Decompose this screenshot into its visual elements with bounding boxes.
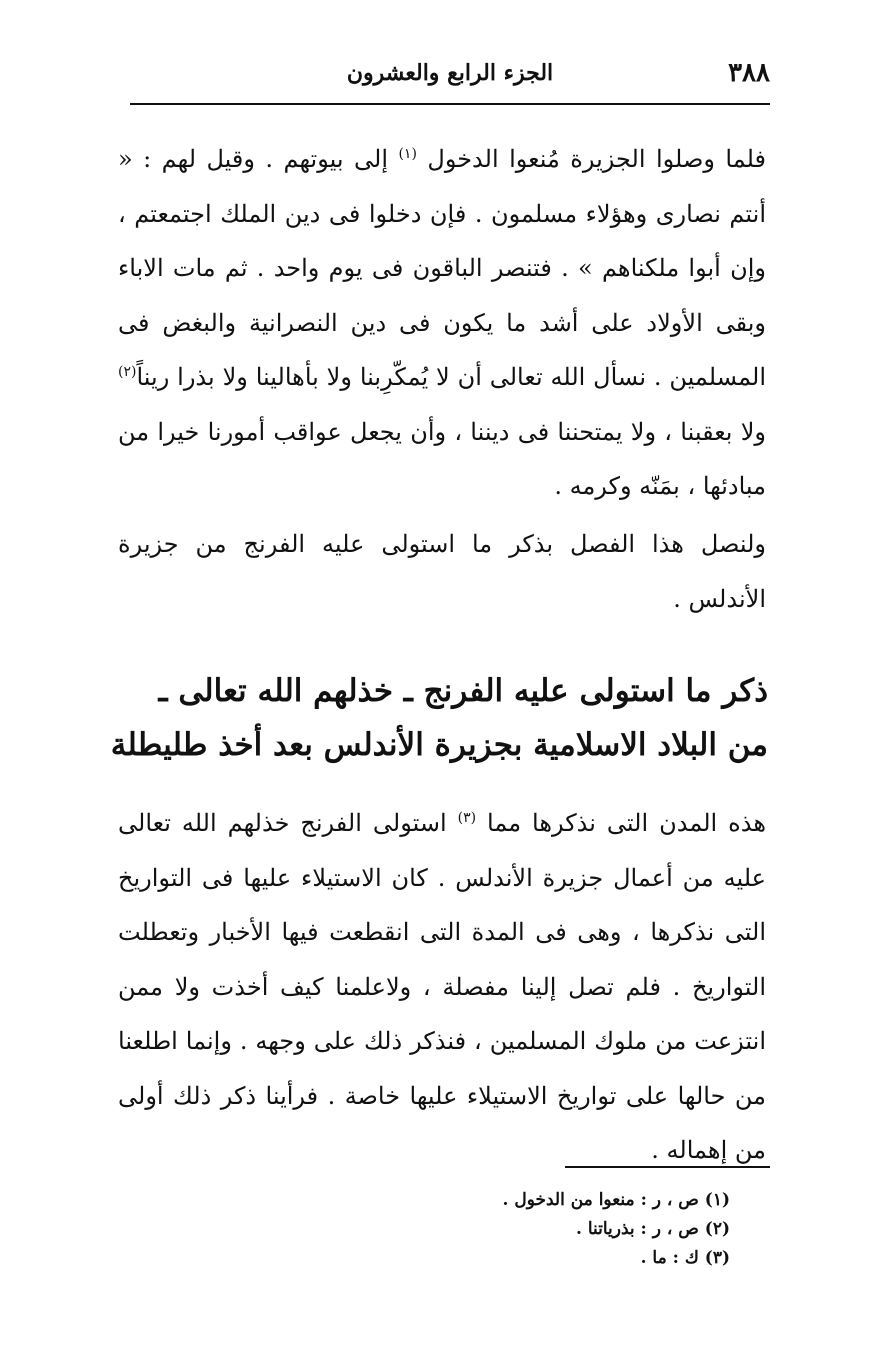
footnote-2: (٢) ص ، ر : بذرياتنا . [575,1219,730,1239]
page-number: ٣٨٨ [728,58,770,88]
running-title: الجزء الرابع والعشرون [346,60,554,86]
paragraph-2-text: ولنصل هذا الفصل بذكر ما استولى عليه الفرنج من جزيرة الأندلس . [118,530,766,613]
page-header [130,56,770,100]
footnote-ref-2: (٢) [118,364,137,380]
footnote-ref-1: (١) [398,146,417,162]
section-heading-line-2: من البلاد الاسلامية بجزيرة الأندلس بعد أخذ طليطلة [110,727,768,763]
paragraph-1 [118,132,766,514]
footnote-1: (١) ص ، ر : منعوا من الدخول . [502,1190,730,1210]
footnote-3: (٣) ك : ما . [640,1248,730,1268]
paragraph-1-text-b: إلى بيوتهم . وقيل لهم : « أنتم نصارى وهؤلاء مسلمون . فإن دخلوا فى دين الملك اجتمعتم ، وإن أبوا ملكناهم » . فتنصر الباقون فى يوم واحد . ثم مات الاباء وبقى الأولاد على أشد ما يكون فى دين النصرانية والبغض فى المسلمين . نسأل الله تعالى أن لا يُمكّرِبنا ولا بأهالينا ولا بذرا ريناً [118,145,766,391]
paragraph-1-text-c: ولا بعقبنا ، ولا يمتحننا فى ديننا ، وأن يجعل عواقب أمورنا خيرا من مبادئها ، بمَنّه وكرمه . [118,417,766,500]
footnote-ref-3: (٣) [457,810,477,826]
footnote-rule [565,1166,770,1168]
paragraph-3 [118,796,766,1178]
header-rule [130,103,770,105]
section-heading [108,664,768,772]
footnotes [280,1186,730,1273]
paragraph-3-text-a: هذه المدن التى نذكرها مما [476,809,767,837]
section-heading-line-1: ذكر ما استولى عليه الفرنج ـ خذلهم الله تعالى ـ [158,673,768,709]
paragraph-2 [118,517,766,626]
paragraph-3-text-b: استولى الفرنج خذلهم الله تعالى عليه من أعمال جزيرة الأندلس . كان الاستيلاء عليها فى التواريخ التى نذكرها ، وهى فى المدة التى انقطعت فيها الأخبار وتعطلت التواريخ . فلم تصل إلينا مفصلة ، ولاعلمنا كيف أخذت ولا ممن انتزعت من ملوك المسلمين ، فنذكر ذلك على وجهه . وإنما اطلعنا من حالها على تواريخ الاستيلاء عليها خاصة . فرأينا ذكر ذلك أولى من إهماله . [118,809,766,1164]
paragraph-1-text-a: فلما وصلوا الجزيرة مُنعوا الدخول [416,145,766,173]
